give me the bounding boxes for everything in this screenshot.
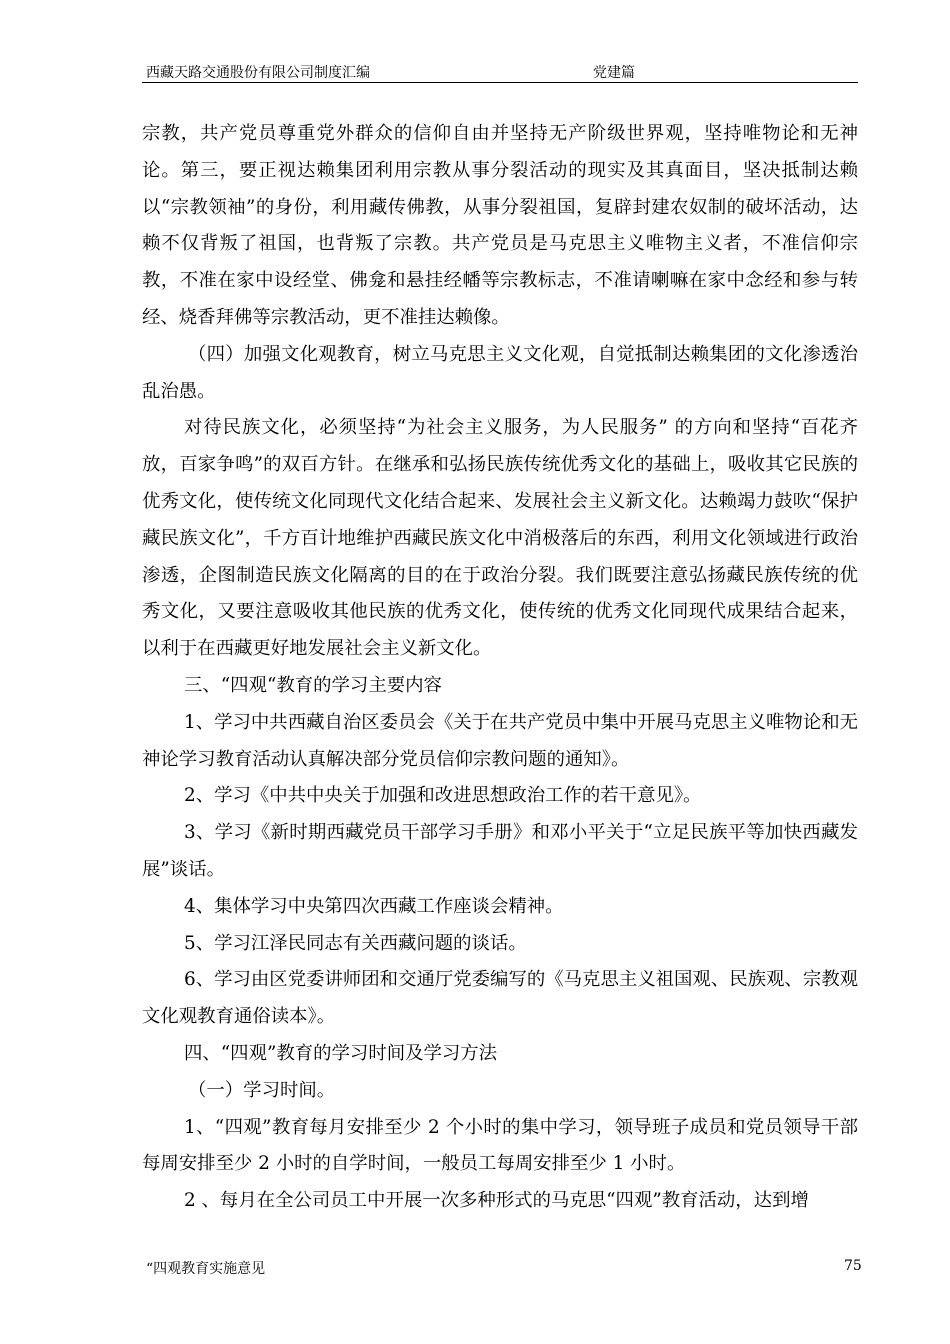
- heading-study-content: 三、“四观“教育的学习主要内容: [184, 674, 442, 696]
- list-item-study-3: 3、学习《新时期西藏党员干部学习手册》和邓小平关于“立足民族平等加快西藏发展”谈话。: [142, 822, 858, 880]
- list-item-study-2: 2、学习《中共中央关于加强和改进思想政治工作的若干意见》。: [184, 785, 702, 807]
- document-body: [142, 116, 858, 1220]
- list-item-time-2: 2 、每月在全公司员工中开展一次多种形式的马克思“四观”教育活动，达到增: [184, 1190, 809, 1212]
- list-item-study-5: 5、学习江泽民同志有关西藏问题的谈话。: [184, 932, 527, 954]
- paragraph-national-culture: 对待民族文化，必须坚持“为社会主义服务，为人民服务” 的方向和坚持“百花齐放，百家争鸣”的双百方针。在继承和弘扬民族传统优秀文化的基础上，吸收其它民族的优秀文化，使传统文化同现代文化结合起来、发展社会主义新文化。达赖竭力鼓吹“保护藏民族文化”，千方百计地维护西藏民族文化中消极落后的东西，利用文化领域进行政治渗透，企图制造民族文化隔离的目的在于政治分裂。我们既要注意弘扬藏民族传统的优秀文化，又要注意吸收其他民族的优秀文化，使传统的优秀文化同现代成果结合起来，以利于在西藏更好地发展社会主义新文化。: [142, 417, 858, 660]
- footer-page-number: 75: [844, 1258, 862, 1274]
- paragraph-religion-continued: 宗教，共产党员尊重党外群众的信仰自由并坚持无产阶级世界观，坚持唯物论和无神论。第三，要正视达赖集团利用宗教从事分裂活动的现实及其真面目，坚决抵制达赖以“宗教领袖”的身份，利用藏传佛教，从事分裂祖国，复辟封建农奴制的破坏活动，达赖不仅背叛了祖国，也背叛了宗教。共产党员是马克思主义唯物主义者，不准信仰宗教，不准在家中设经堂、佛龛和悬挂经幡等宗教标志，不准请喇嘛在家中念经和参与转经、烧香拜佛等宗教活动，更不准挂达赖像。: [142, 123, 858, 328]
- header-section: 党建篇: [593, 65, 635, 81]
- paragraph-section-4-heading: （四）加强文化观教育，树立马克思主义文化观，自觉抵制达赖集团的文化渗透治乱治愚。: [142, 343, 858, 402]
- list-item-time-1: 1、“四观”教育每月安排至少 2 个小时的集中学习，领导班子成员和党员领导干部每周安排至少 2 小时的自学时间，一般员工每周安排至少 1 小时。: [142, 1116, 858, 1175]
- page-header: [142, 58, 858, 83]
- heading-study-time-method: 四、“四观”教育的学习时间及学习方法: [184, 1042, 498, 1064]
- header-company: 西藏天路交通股份有限公司制度汇编: [146, 65, 370, 81]
- list-item-study-4: 4、集体学习中央第四次西藏工作座谈会精神。: [184, 895, 564, 917]
- subheading-study-time: （一）学习时间。: [188, 1079, 336, 1101]
- footer-doc-title: “四观教育实施意见: [146, 1261, 266, 1277]
- list-item-study-1: 1、学习中共西藏自治区委员会《关于在共产党员中集中开展马克思主义唯物论和无神论学习教育活动认真解决部分党员信仰宗教问题的通知》。: [142, 711, 858, 770]
- list-item-study-6: 6、学习由区党委讲师团和交通厅党委编写的《马克思主义祖国观、民族观、宗教观文化观教育通俗读本》。: [142, 969, 858, 1028]
